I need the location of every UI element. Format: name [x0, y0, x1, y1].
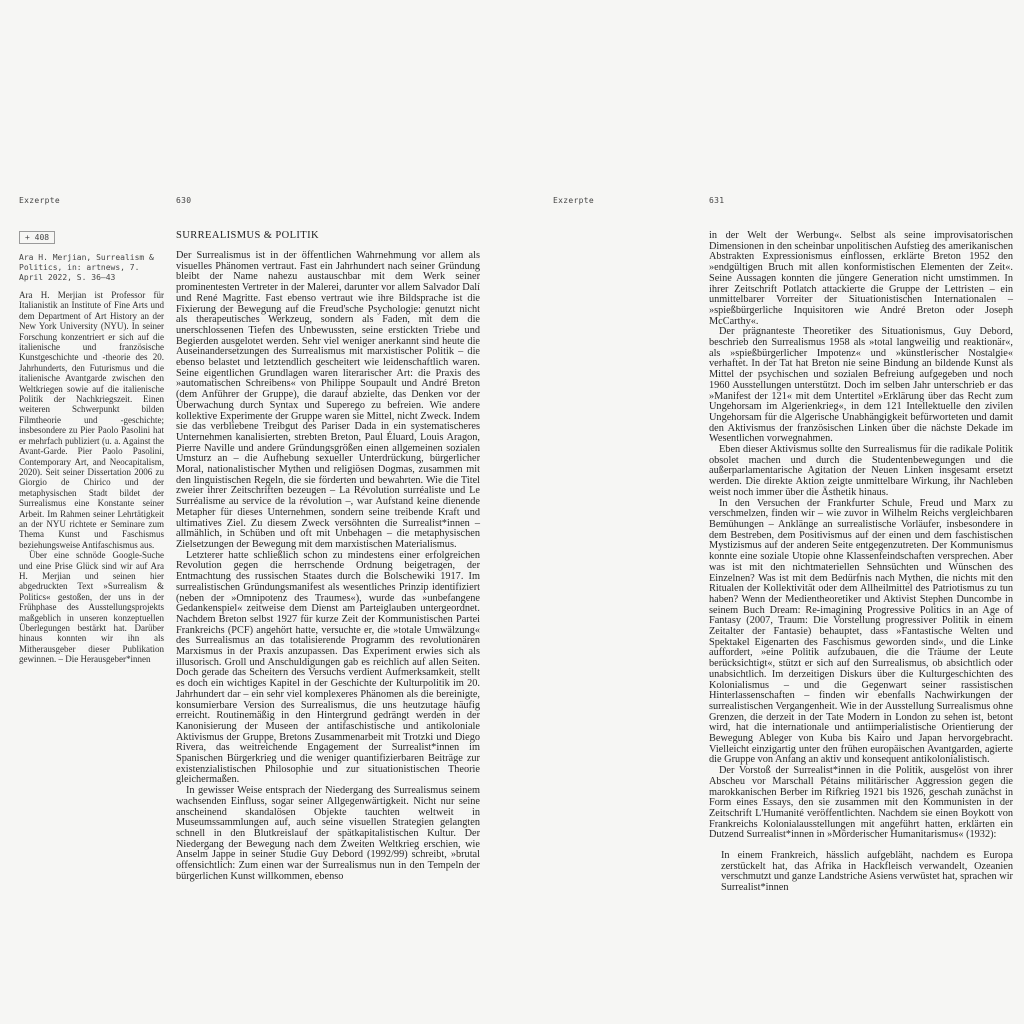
body-paragraph: Letzterer hatte schließlich schon zu mindestens einer erfolgreichen Revolution gegen die herrschende Ordnung beigetragen, der Entmachtung des russischen Staates durch die Bolschewiki 1917. Im surrealistischen Gründungsmanifest als wesentliches Prinzip identifiziert (neben der »Omnipotenz des Traumes«), wurde das »unbefangene Gedankenspiel« zeitweise dem Dienst am Parteiglauben untergeordnet. Nachdem Breton selbst 1927 für kurze Zeit der Kommunistischen Partei Frankreichs (PCF) angehört hatte, versuchte er, die »totale Umwälzung« des Surrealismus an das totalisierende Programm des revolutionären Marxismus in der Praxis anzupassen. Das Experiment erwies sich als illusorisch. Groll und Anschuldigungen gab es reichlich auf allen Seiten. Doch gerade das Scheitern des Versuchs verdient Aufmerksamkeit, stellt es doch ein wichtiges Kapitel in der Geschichte der Kulturpolitik im 20. Jahrhundert dar – ein sehr viel komplexeres Phänomen als die bereinigte, konsumierbare Version des Surrealismus, die uns heutzutage häufig erreicht. Routinemäßig in den Hintergrund gedrängt werden in der Kanonisierung der Museen der antifaschistische und antikoloniale Aktivismus der Gruppe, Bretons Zusammenarbeit mit Trotzki und Diego Rivera, das weitreichende Engagement der Surrealist*innen im Spanischen Bürgerkrieg und die weniger quantifizierbaren Beiträge zur existenzialistischen Philosophie und zur situationistischen Theorie gleichermaßen. [176, 549, 480, 786]
running-head-right: Exzerpte [553, 196, 594, 205]
right-body-column [709, 231, 1013, 894]
running-head-left: Exzerpte [19, 196, 60, 205]
sidenote-paragraph: Über eine schnöde Google-Suche und eine Prise Glück sind wir auf Ara H. Merjian und seinen hier abgedruckten Text »Surrealism & Politics« gestoßen, der uns in der Frühphase des Ausstellungsprojekts maßgeblich in unseren konzeptuellen Überlegungen bestärkt hat. Darüber hinaus konnten wir ihn als Mitherausgeber dieser Publikation gewinnen. – Die Herausgeber*innen [19, 550, 164, 665]
body-paragraph: Eben dieser Aktivismus sollte den Surrealismus für die radikale Politik obsolet machen und durch die Studentenbewegungen und die außerparlamentarische Agitation der Neuen Linken insgesamt ersetzt werden. Die direkte Aktion zeigte unmittelbare Wirkung, ihr Nachleben weist noch immer über die Ästhetik hinaus. [709, 444, 1013, 498]
sidenote-paragraph: Ara H. Merjian ist Professor für Italianistik an Institute of Fine Arts und dem Department of Art History an der New York University (NYU). In seiner Forschung konzentriert er sich auf die italienische und französische Kunstgeschichte und -theorie des 20. Jahrhunderts, den Futurismus und die italienische Avantgarde zwischen den Weltkriegen sowie auf die italienische Politik der Nachkriegszeit. Einen weiteren Schwerpunkt bilden Filmtheorie und -geschichte; insbesondere zu Pier Paolo Pasolini hat er mehrfach publiziert (u. a. Against the Avant-Garde. Pier Paolo Pasolini, Contemporary Art, and Neocapitalism, 2020). Seit seiner Dissertation 2006 zu Giorgio de Chirico und der metaphysischen Stadt bildet der Surrealismus eine Konstante seiner Arbeit. Im Rahmen seiner Lehrtätigkeit an der NYU richtete er Seminare zum Thema Kunst und Faschismus beziehungsweise Antifaschismus aus. [19, 290, 164, 550]
source-citation: Ara H. Merjian, Surrealism & Politics, in: artnews, 7. April 2022, S. 36–43 [19, 253, 154, 283]
body-paragraph: Der Surrealismus ist in der öffentlichen Wahrnehmung vor allem als visuelles Phänomen vertraut. Fast ein Jahrhundert nach seiner Gründung bleibt der Name nahezu austauschbar mit dem Werk seiner prominentesten Vertreter in der Malerei, darunter vor allem Salvador Dalí und René Magritte. Fast ebenso vertraut wie ihre Bildsprache ist die Fixierung der Bewegung auf die Freud'sche Psychologie: genutzt nicht als therapeutisches Werkzeug, sondern als Faden, mit dem die unerschlossenen Tiefen des Unbewussten, seine erstickten Triebe und Begierden ausgelotet werden. Sehr viel weniger anerkannt sind heute die Auseinandersetzungen des Surrealismus mit marxistischer Politik – die ebenso belastet und letztendlich gescheitert wie leidenschaftlich waren. Seine eigentlichen Grundlagen waren literarischer Art: die Praxis des »automatischen Schreibens« von Philippe Soupault und André Breton (dem Anführer der Gruppe), die darauf abzielte, das Denken vor der Überwachung durch Syntax und Superego zu befreien. Wie andere kollektive Experimente der Gruppe waren sie Mittel, nicht Zweck. Indem sie das verbliebene Treibgut des Pariser Dada in ein systematischeres Unternehmen kanalisierten, strebten Breton, Paul Éluard, Louis Aragon, Pierre Naville und andere Gründungsgrößen einen allgemeinen sozialen Umsturz an – die Aufhebung sexueller Unterdrückung, bürgerlicher Moral, nationalistischer Mythen und religiösen Dogmas, zusammen mit den linguistischen Regeln, die sie förderten und bewahrten. Wie die Titel zweier ihrer Zeitschriften bezeugen – La Révolution surréaliste und Le Surréalisme au service de la révolution –, war Aufstand keine dienende Metapher für dieses Unternehmen, sondern seine treibende Kraft und ultimatives Ziel. Zu diesem Zweck versöhnten die Surrealist*innen – allmählich, in Schüben und oft mit Unbehagen – die metaphysischen Zielsetzungen der Bewegung mit dem marxistischen Materialismus. [176, 250, 480, 550]
author-sidenote [19, 290, 164, 665]
article-heading: SURREALISMUS & POLITIK [176, 230, 319, 241]
left-body-column [176, 251, 480, 882]
body-paragraph: Der prägnanteste Theoretiker des Situationismus, Guy Debord, beschrieb den Surrealismus 1958 als »total langweilig und reaktionär«, als »spießbürgerlicher Impotenz« und »künstlerischer Nostalgie« verhaftet. In der Tat hat Breton nie seine Bindung an bildende Kunst als Mittel der psychischen und sozialen Befreiung aufgegeben und noch 1960 Ausstellungen unterstützt. Doch im selben Jahr unterschrieb er das »Manifest der 121« mit dem Untertitel »Erklärung über das Recht zum Ungehorsam im Algerienkrieg«, in dem 121 Intellektuelle den zivilen Ungehorsam für die Algerische Unabhängigkeit befürworteten und damit den Aktivismus der französischen Linken über die nächste Dekade im Wesentlichen vorwegnahmen. [709, 326, 1013, 445]
body-paragraph: in der Welt der Werbung«. Selbst als seine improvisatorischen Dimensionen in den scheinbar unpolitischen Aufstieg des amerikanischen Abstrakten Expressionismus einflossen, erklärte Breton 1952 den »endgültigen Bruch mit allen konformistischen Elementen der Zeit«. Seine Aussagen konnten die jüngere Generation nicht umstimmen. In ihrer Zeitschrift Potlatch attackierte die Gruppe der Lettristen – ein unmittelbarer Vorreiter der Situationistischen Internationalen – »spießbürgerliche Inquisitoren wie André Breton oder Joseph McCarthy«. [709, 230, 1013, 327]
page-number-right: 631 [709, 196, 725, 205]
cross-reference-badge: + 408 [19, 231, 55, 244]
block-quote: In einem Frankreich, hässlich aufgebläht, nachdem es Europa zerstückelt hat, das Afrika in Hackfleisch verwandelt, Ozeanien verschmutzt und ganze Landstriche Asiens verwüstet hat, sprachen wir Surrealist*innen [721, 850, 1013, 894]
body-paragraph: Der Vorstoß der Surrealist*innen in die Politik, ausgelöst von ihrer Abscheu vor Marschall Pétains militärischer Aggression gegen die marokkanischen Berber im Rifkrieg 1921 bis 1926, geschah zunächst in Form eines Essays, den sie zusammen mit den Kommunisten in der Zeitschrift L'Humanité veröffentlichten. Nachdem sie einen Boykott von Frankreichs Kolonialausstellungen mit angeführt hatten, erklärten ein Dutzend Surrealist*innen in »Mörderischer Humanitarismus« (1932): [709, 765, 1013, 841]
body-paragraph: In gewisser Weise entsprach der Niedergang des Surrealismus seinem wachsenden Einfluss, sogar seiner Allgegenwärtigkeit. Nicht nur seine anscheinend skandalösen Objekte tauchten weltweit in Museumssammlungen auf, auch seine visuellen Strategien gelangten schnell in den Blutkreislauf der spätkapitalistischen Kultur. Der Niedergang der Bewegung nach dem Zweiten Weltkrieg erschien, wie Anselm Jappe in seiner Studie Guy Debord (1992/99) schreibt, »brutal offensichtlich: Zum einen war der Surrealismus nun in den Tempeln der bürgerlichen Kunst willkommen, ebenso [176, 785, 480, 882]
page-number-left: 630 [176, 196, 192, 205]
body-paragraph: In den Versuchen der Frankfurter Schule, Freud und Marx zu verschmelzen, finden wir – wie zuvor in Wilhelm Reichs vergleichbaren Bemühungen – Anklänge an surrealistische Vorläufer, insbesondere in dem Bestreben, dem Positivismus auf der einen und dem faschistischen Mystizismus auf der anderen Seite entgegenzutreten. Der Kommunismus konnte eine soziale Utopie ohne Klassenfeindschaften versprechen. Aber was ist mit den nichtmateriellen Sehnsüchten und Wünschen des Einzelnen? Was ist mit dem Bedürfnis nach Mythen, die nichts mit den Ritualen der Kollektivität oder dem Allheilmittel des Patriotismus zu tun haben? Wenn der Medientheoretiker und Aktivist Stephen Duncombe in seinem Buch Dream: Re-imagining Progressive Politics in an Age of Fantasy (2007, Traum: Die Vorstellung progressiver Politik in einem Zeitalter der Fantasie) behauptet, dass »Fantastische Welten und Spektakel Eigenarten des Faschismus geworden sind«, und die Linke auffordert, »eine Politik aufzubauen, die die Träume der Leute berücksichtigt«, stützt er sich auf den Surrealismus, ob absichtlich oder unabsichtlich. Im derzeitigen Diskurs über die Kulturgeschichten des Kolonialismus – und die Gegenwart seiner rassistischen Hinterlassenschaften – finden wir ebenfalls Nachwirkungen der surrealistischen Vergangenheit. Wie in der Ausstellung Surrealismus ohne Grenzen, die derzeit in der Tate Modern in London zu sehen ist, betont wird, hat die internationale und antiimperialistische Orientierung der Bewegung Ableger von Kuba bis Kairo und Japan hervorgebracht. Vielleicht einzigartig unter den frühen europäischen Avantgarden, agierte die Gruppe von Anfang an aktiv und konsequent antikolonialistisch. [709, 497, 1013, 766]
